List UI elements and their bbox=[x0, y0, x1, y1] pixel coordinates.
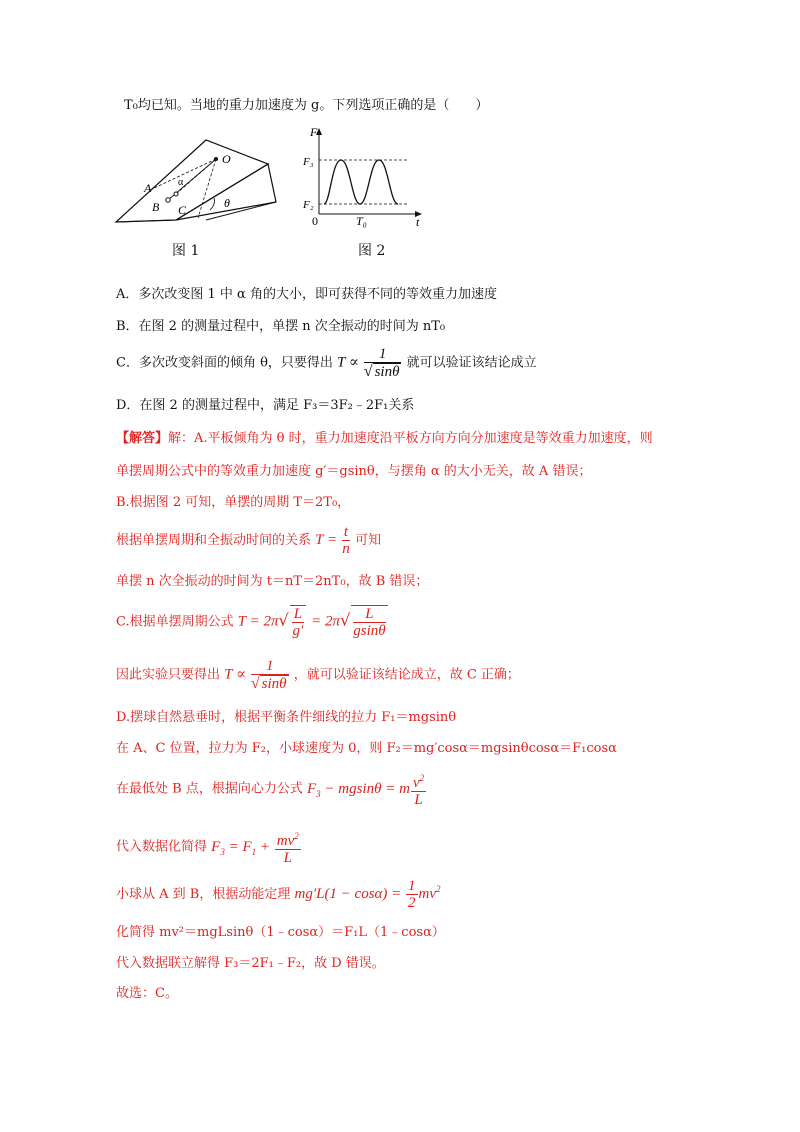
answer-line-4-prefix: 根据单摆周期和全振动时间的关系 bbox=[116, 533, 312, 548]
option-c-prefix: C．多次改变斜面的倾角 θ，只要得出 bbox=[116, 355, 333, 371]
label-F3: F₃ bbox=[303, 156, 314, 168]
answer-line-2: 单摆周期公式中的等效重力加速度 g′＝gsinθ，与摆角 α 的大小无关，故 A 错误； bbox=[116, 464, 592, 479]
answer-line-9: 在 A、C 位置，拉力为 F₂，小球速度为 0，则 F₂＝mg′cosα＝mgsinθcosα＝F₁cosα bbox=[116, 741, 617, 756]
answer-line-11: 代入数据化简得 $F_3 = F_1$ + $\frac{mv^2}{L}$ bbox=[116, 828, 302, 866]
figure-1-incline bbox=[110, 132, 285, 232]
label-t: t bbox=[416, 215, 420, 229]
option-c: C．多次改变斜面的倾角 θ，只要得出 T ∝ $\frac{1}{√ \sin\theta}$ 就可以验证该结论成立 bbox=[116, 346, 537, 380]
label-theta: θ bbox=[224, 196, 230, 210]
option-c-suffix: 就可以验证该结论成立 bbox=[406, 355, 537, 371]
answer-tag: 【解答】 bbox=[116, 431, 169, 446]
label-B: B bbox=[152, 200, 160, 214]
answer-line-4-suffix: 可知 bbox=[355, 533, 382, 548]
label-A: A bbox=[144, 181, 152, 195]
answer-line-12: 小球从 A 到 B，根据动能定理 mg′L(1 − cosα) = $\frac{1}{2}$ $mv^2$ bbox=[116, 878, 441, 911]
answer-line-11-prefix: 代入数据化简得 bbox=[116, 839, 208, 855]
answer-line-5: 单摆 n 次全振动的时间为 t＝nT＝2nT₀，故 B 错误； bbox=[116, 574, 429, 589]
option-b: B．在图 2 的测量过程中，单摆 n 次全振动的时间为 nT₀ bbox=[116, 319, 446, 334]
answer-line-14: 代入数据联立解得 F₃＝2F₁﹣F₂，故 D 错误。 bbox=[116, 956, 385, 971]
answer-line-8: D.摆球自然悬垂时，根据平衡条件细线的拉力 F₁＝mgsinθ bbox=[116, 710, 457, 725]
answer-line-3: B.根据图 2 可知，单摆的周期 T＝2T₀， bbox=[116, 495, 351, 510]
answer-line-6: C.根据单摆周期公式 T = 2π√ $\frac{L}{g'}$ = 2π√ $\frac{L}{gsin\theta}$ bbox=[116, 606, 386, 639]
figure-2-force-time-graph bbox=[300, 124, 430, 236]
answer-line-6-prefix: C.根据单摆周期公式 bbox=[116, 614, 234, 630]
answer-line-4: 根据单摆周期和全振动时间的关系 T = $\frac{t}{n}$ 可知 bbox=[116, 524, 382, 557]
label-O: O bbox=[222, 152, 231, 166]
answer-line-12-prefix: 小球从 A 到 B，根据动能定理 bbox=[116, 887, 291, 902]
label-F2: F₂ bbox=[303, 199, 314, 211]
answer-line-7: 因此实验只要得出 T ∝ $\frac{1}{√ \sin\theta}$ ，就可以验证该结论成立，故 C 正确； bbox=[116, 658, 520, 692]
label-T0: T₀ bbox=[356, 214, 367, 228]
answer-line-10: 在最低处 B 点，根据向心力公式 $F_3 - mgsin\theta = m$ $\frac{v^2}{L}$ bbox=[116, 770, 427, 808]
answer-line-1 bbox=[116, 430, 653, 448]
answer-line-15: 故选：C。 bbox=[116, 986, 178, 1001]
answer-line-10-prefix: 在最低处 B 点，根据向心力公式 bbox=[116, 781, 303, 797]
figure-2-caption: 图 2 bbox=[358, 243, 386, 259]
option-d: D．在图 2 的测量过程中，满足 F₃＝3F₂﹣2F₁关系 bbox=[116, 398, 415, 413]
answer-line-7-prefix: 因此实验只要得出 bbox=[116, 667, 221, 683]
answer-line-1-text: 解：A.平板倾角为 θ 时，重力加速度沿平板方向方向分加速度是等效重力加速度，则 bbox=[168, 431, 653, 446]
figure-1-caption: 图 1 bbox=[172, 243, 200, 259]
option-a: A．多次改变图 1 中 α 角的大小，即可获得不同的等效重力加速度 bbox=[116, 287, 497, 302]
answer-line-13: 化简得 mv²＝mgLsinθ（1﹣cosα）＝F₁L（1﹣cosα） bbox=[116, 925, 445, 940]
label-C: C bbox=[178, 203, 187, 217]
label-F: F bbox=[310, 125, 318, 139]
label-alpha: α bbox=[178, 177, 184, 188]
question-intro: T₀均已知。当地的重力加速度为 g。下列选项正确的是（ ） bbox=[124, 98, 489, 113]
answer-line-7-suffix: ，就可以验证该结论成立，故 C 正确； bbox=[293, 667, 520, 683]
label-origin: 0 bbox=[312, 214, 318, 228]
